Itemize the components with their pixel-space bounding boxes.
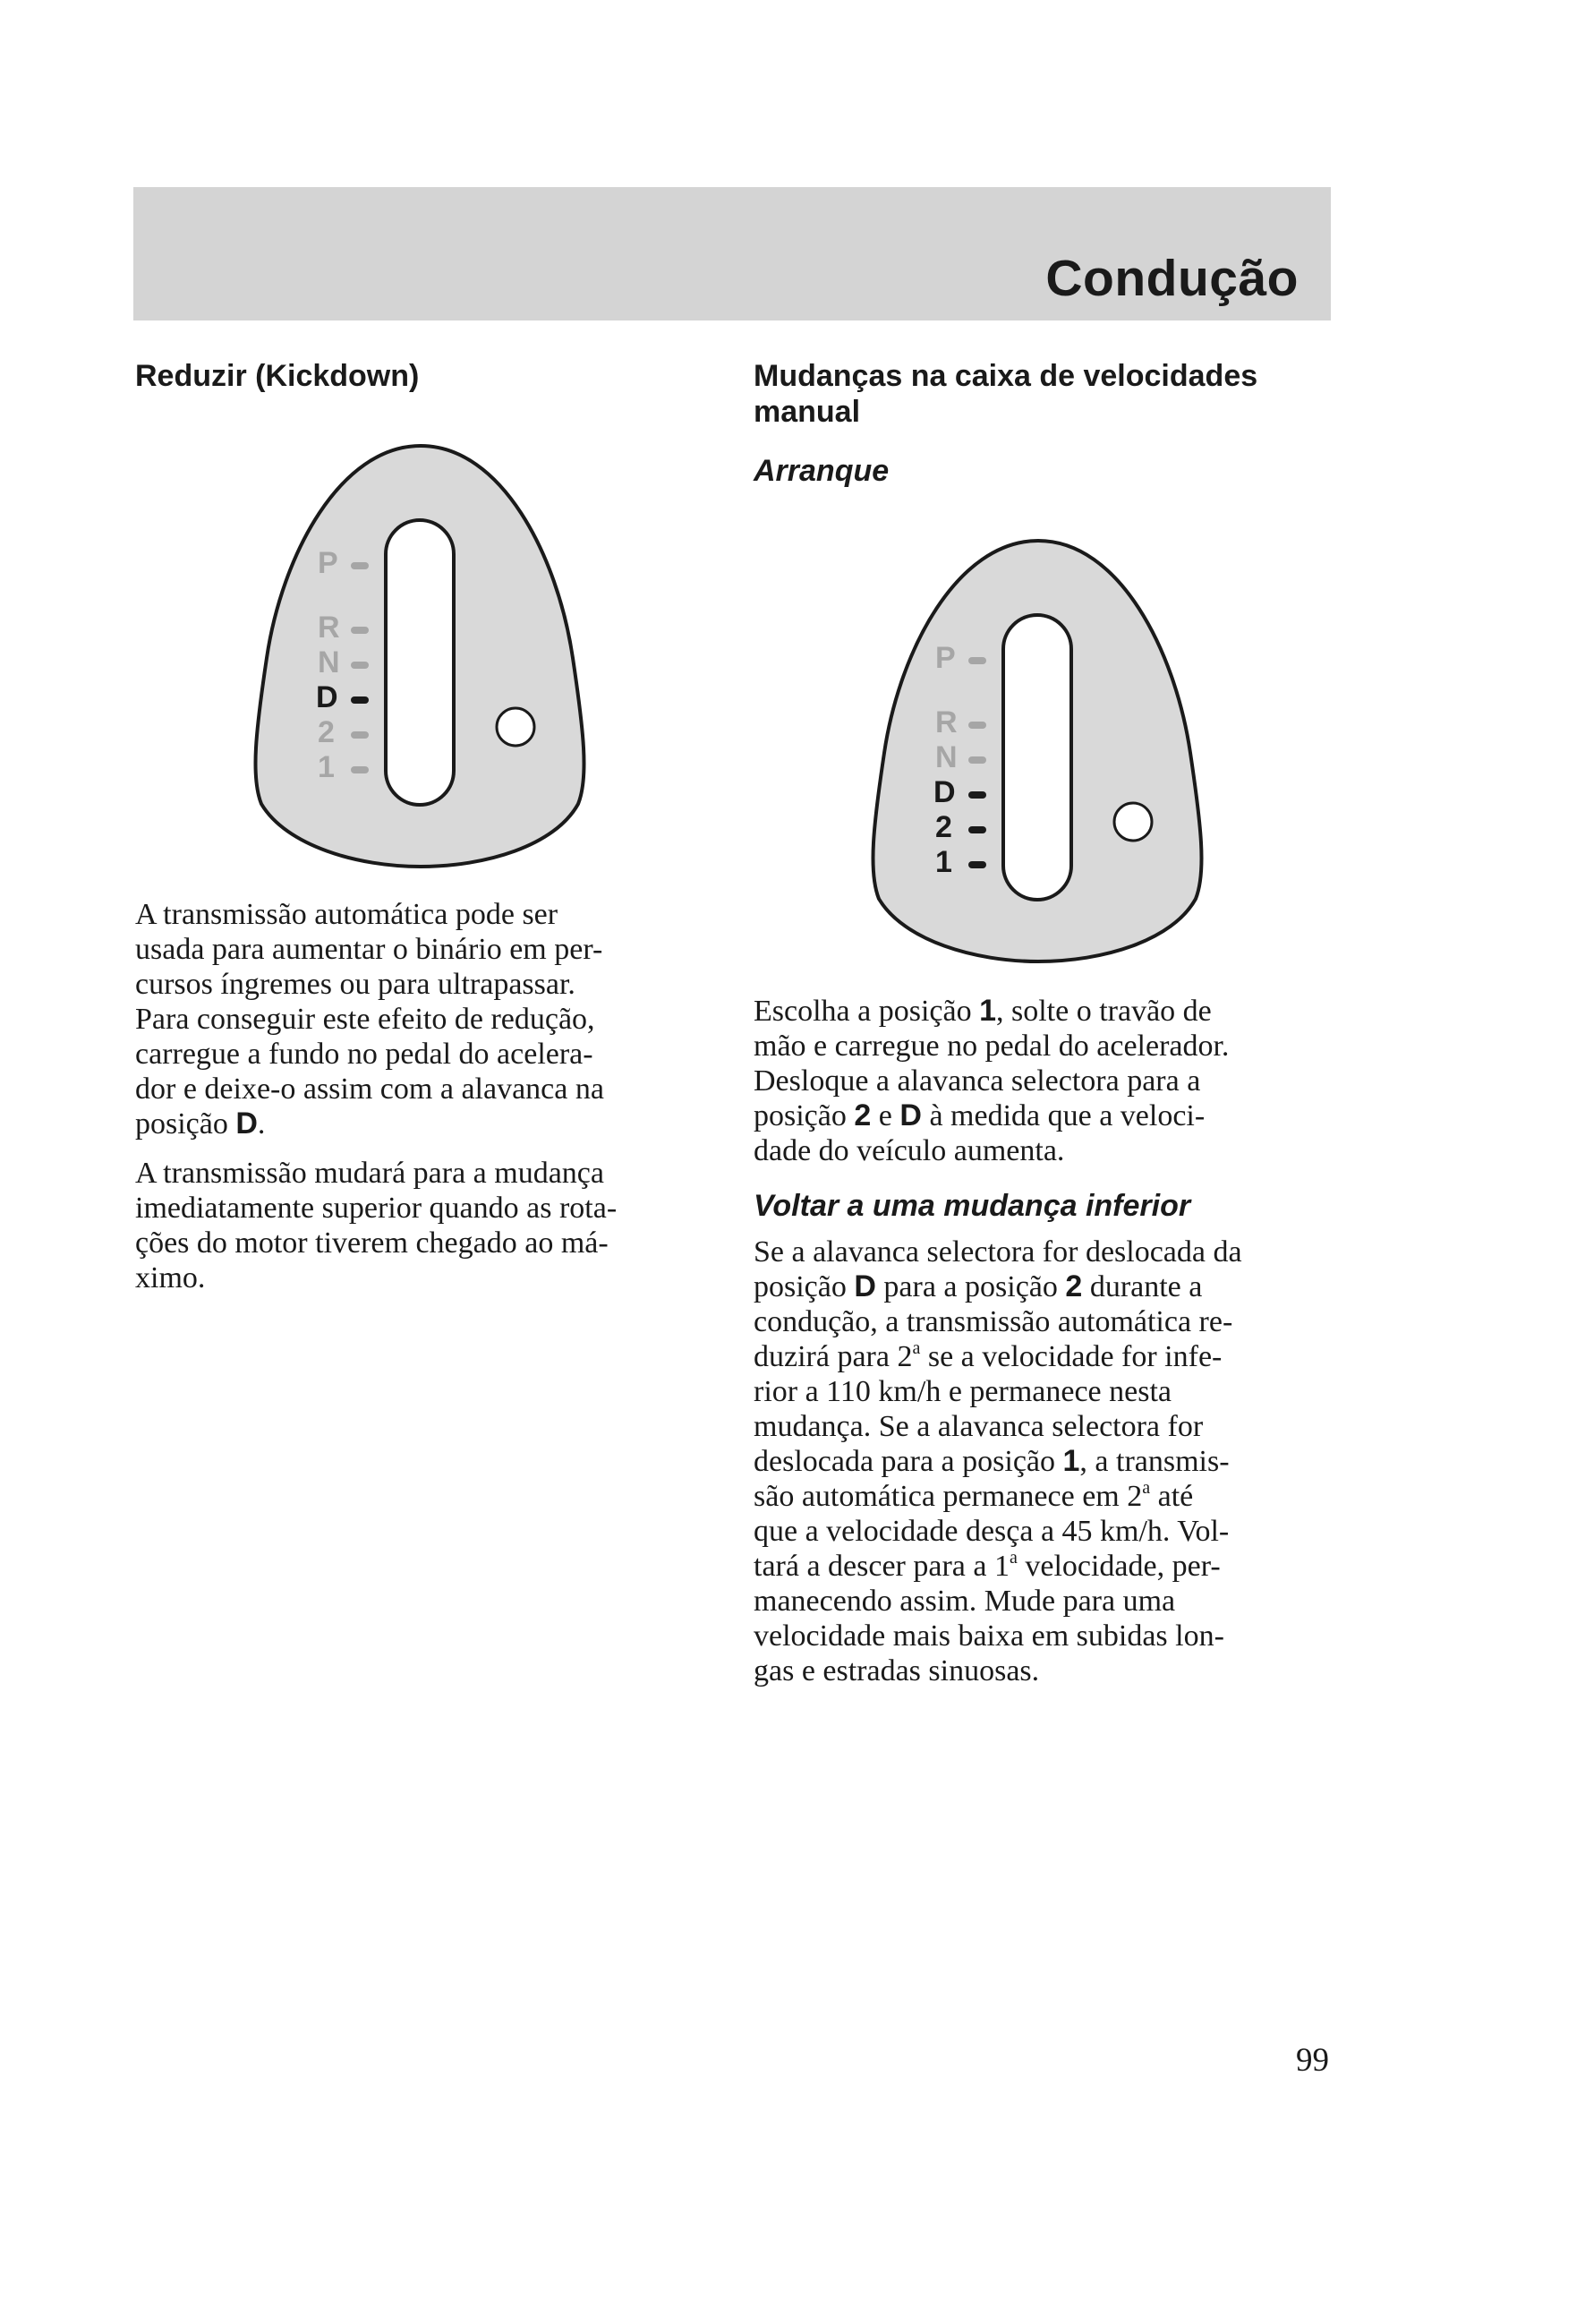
left-column: [135, 358, 717, 394]
lever-tick-p: [968, 657, 986, 664]
downshift-paragraph: Se a alavanca selectora for deslocada da posição D para a posição 2 durante a condução, a transmissão automática re- duzirá para 2$^a$ se a velocidade for infe- rior a 110 km/h e permanece nesta mudança. Se a alavanca selectora for deslocada para a posição 1, a transmis- são automática permanece em 2$^a$ até que a velocidade desça a 45 km/h. Vol- tará a descer para a 1$^a$ velocidade, per- manecendo assim. Mude para uma velocidade mais baixa em subidas lon- gas e estradas sinuosas.: [754, 1235, 1242, 1687]
lever-tick-2: [351, 731, 369, 739]
lever-label-d: D: [316, 680, 338, 714]
manual-shift-heading: Mudanças na caixa de velocidades manual: [754, 359, 1258, 429]
lever-tick-r: [968, 722, 986, 729]
lever-tick-d: [351, 696, 369, 704]
lever-label-d: D: [933, 775, 956, 809]
lever-tick-r: [351, 627, 369, 634]
downshift-subheading: Voltar a uma mudança inferior: [754, 1189, 1191, 1223]
lever-lock-button: [497, 708, 534, 746]
lever-label-2: 2: [318, 715, 335, 749]
lever-tick-1: [968, 861, 986, 868]
lever-label-2: 2: [935, 810, 952, 844]
lever-label-p: P: [935, 641, 956, 675]
page-number: 99: [1296, 2042, 1329, 2079]
manual-shift-body: [754, 994, 1335, 1688]
gear-selector-illustration-kickdown: [251, 439, 591, 873]
header-band: [133, 187, 1331, 320]
lever-label-n: N: [935, 740, 958, 774]
arranque-subheading: Arranque: [754, 454, 890, 488]
lever-gate-slot: [386, 520, 454, 805]
lever-tick-n: [968, 756, 986, 764]
lever-label-n: N: [318, 645, 340, 679]
arranque-paragraph: Escolha a posição 1, solte o travão de mão e carregue no pedal do acelerador. Desloque a alavanca selectora para a posição 2 e D à medida que a veloci- dade do veículo aumenta.: [754, 994, 1230, 1167]
lever-tick-n: [351, 662, 369, 669]
gear-selector-illustration-arranque: [868, 534, 1208, 968]
kickdown-body: [135, 897, 717, 1295]
lever-label-1: 1: [318, 750, 335, 784]
kickdown-paragraph-2: A transmissão mudará para a mudança imediatamente superior quando as rota- ções do motor tiverem chegado ao má- ximo.: [135, 1157, 618, 1294]
lever-tick-d: [968, 791, 986, 799]
lever-lock-button: [1114, 803, 1152, 841]
section-title: Condução: [1045, 250, 1299, 307]
lever-tick-p: [351, 562, 369, 569]
lever-label-r: R: [935, 705, 958, 739]
right-column: [754, 358, 1335, 489]
lever-tick-1: [351, 766, 369, 773]
kickdown-paragraph-1: A transmissão automática pode ser usada para aumentar o binário em per- cursos íngremes ou para ultrapassar. Para conseguir este efeito de redução, carregue a fundo no pedal do acelera- dor e deixe-o assim com a alavanca na posição D.: [135, 898, 604, 1141]
lever-tick-2: [968, 826, 986, 833]
lever-label-p: P: [318, 546, 338, 580]
lever-label-r: R: [318, 611, 340, 645]
lever-label-1: 1: [935, 845, 952, 879]
lever-gate-slot: [1003, 615, 1071, 900]
kickdown-heading: Reduzir (Kickdown): [135, 359, 420, 393]
